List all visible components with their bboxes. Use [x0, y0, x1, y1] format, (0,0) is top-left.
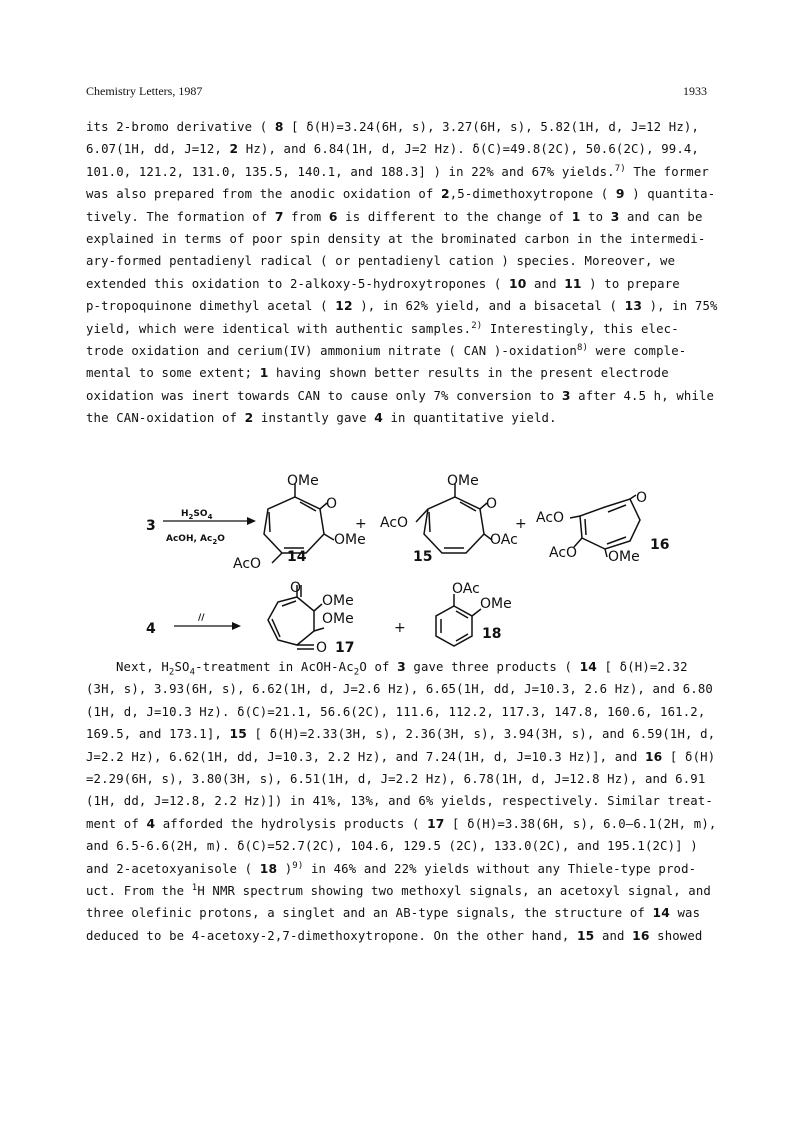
text-line: uct. From the $^1$H NMR spectrum showing two methoxyl signals, an acetoxyl signal, and [86, 882, 711, 898]
text-line: mental to some extent; 1 having shown better results in the present electrode [86, 366, 669, 381]
svg-text:AcO: AcO [233, 556, 262, 572]
compound-18-label: 18 [482, 626, 502, 642]
text-line: tively. The formation of 7 from 6 is different to the change of 1 to 3 and can be [86, 209, 703, 224]
reagent-h2so4: $H_2SO_4$ [181, 509, 213, 521]
compound-15-label: 15 [413, 549, 433, 565]
text-line: J=2.2 Hz), 6.62(1H, dd, J=10.3, 2.2 Hz), and 7.24(1H, d, J=10.3 Hz)], and 16 [ δ(H) [86, 749, 716, 764]
svg-text:OMe: OMe [608, 549, 640, 565]
compound-17-label: 17 [335, 640, 355, 656]
text-line: its 2-bromo derivative ( 8 [ δ(H)=3.24(6H, s), 3.27(6H, s), 5.82(1H, d, J=12 Hz), [86, 120, 699, 134]
paragraph-1 [86, 116, 726, 429]
svg-text:O: O [636, 490, 648, 506]
svg-text:OMe: OMe [322, 611, 354, 627]
text-line: the CAN-oxidation of 2 instantly gave 4 in quantitative yield. [86, 411, 557, 426]
svg-text://: // [198, 613, 205, 623]
structure-14 [264, 484, 334, 563]
svg-text:OAc: OAc [490, 532, 518, 548]
compound-16-label: 16 [650, 537, 670, 553]
svg-text:O: O [316, 640, 328, 656]
structure-16 [570, 495, 640, 557]
journal-header: Chemistry Letters, 1987 [86, 84, 203, 98]
text-line: ment of 4 afforded the hydrolysis products ( 17 [ δ(H)=3.38(6H, s), 6.0–6.1(2H, m), [86, 816, 717, 831]
svg-text:OMe: OMe [322, 593, 354, 609]
text-line: Next, $H_2SO_4$-treatment in AcOH-$Ac_2O$ of 3 gave three products ( 14 [ δ(H)=2.32 [116, 660, 688, 678]
paragraph-2 [86, 656, 726, 947]
text-line: 101.0, 121.2, 131.0, 135.5, 140.1, and 188.3] ) in 22% and 67% yields.$^{7)}$ The former [86, 163, 709, 179]
text-line: was also prepared from the anodic oxidation of 2,5-dimethoxytropone ( 9 ) quantita- [86, 187, 716, 202]
svg-text:O: O [326, 496, 338, 512]
svg-text:OMe: OMe [447, 473, 479, 489]
reaction-arrow-1-head [247, 517, 256, 525]
svg-text:AcO: AcO [536, 510, 565, 526]
text-line: extended this oxidation to 2-alkoxy-5-hydroxytropones ( 10 and 11 ) to prepare [86, 276, 680, 291]
plus-2: + [515, 516, 527, 532]
structure-18 [436, 594, 481, 646]
text-line: and 2-acetoxyanisole ( 18 )$^{9)}$ in 46% and 22% yields without any Thiele-type prod- [86, 860, 697, 876]
svg-text:OMe: OMe [334, 532, 366, 548]
text-line: 169.5, and 173.1], 15 [ δ(H)=2.33(3H, s), 2.36(3H, s), 3.94(3H, s), and 6.59(1H, d, [86, 727, 716, 742]
reagent-acoh-ac2o: AcOH, $Ac_2O$ [166, 534, 225, 546]
text-line: yield, which were identical with authentic samples.$^{2)}$ Interestingly, this elec- [86, 320, 679, 336]
svg-text:O: O [486, 496, 498, 512]
page-number: 1933 [683, 84, 707, 98]
text-line: explained in terms of poor spin density at the brominated carbon in the intermedi- [86, 231, 706, 246]
text-line: =2.29(6H, s), 3.80(3H, s), 6.51(1H, d, J=2.2 Hz), 6.78(1H, d, J=12.8 Hz), and 6.91 [86, 771, 706, 786]
text-line: ary-formed pentadienyl radical ( or pentadienyl cation ) species. Moreover, we [86, 254, 676, 269]
text-line: p-tropoquinone dimethyl acetal ( 12 ), in 62% yield, and a bisacetal ( 13 ), in 75% [86, 299, 718, 314]
structure-15 [416, 484, 492, 553]
svg-text:AcO: AcO [549, 545, 578, 561]
text-line: trode oxidation and cerium(IV) ammonium nitrate ( CAN )-oxidation$^{8)}$ were comple- [86, 342, 687, 358]
svg-text:O: O [290, 580, 302, 596]
text-line: deduced to be 4-acetoxy-2,7-dimethoxytropone. On the other hand, 15 and 16 showed [86, 928, 703, 943]
svg-text:OMe: OMe [480, 596, 512, 612]
text-line: and 6.5-6.6(2H, m). δ(C)=52.7(2C), 104.6, 129.5 (2C), 133.0(2C), and 195.1(2C)] ) [86, 839, 698, 854]
compound-14-label: 14 [287, 549, 307, 565]
text-line: three olefinic protons, a singlet and an AB-type signals, the structure of 14 was [86, 906, 701, 921]
structure-14-ome-top: OMe [287, 473, 319, 489]
compound-4-label: 4 [146, 621, 156, 637]
text-line: 6.07(1H, dd, J=12, 2 Hz), and 6.84(1H, d, J=2 Hz). δ(C)=49.8(2C), 50.6(2C), 99.4, [86, 142, 699, 157]
text-line: (1H, d, J=10.3 Hz). δ(C)=21.1, 56.6(2C), 111.6, 112.2, 117.3, 147.8, 160.6, 161.2, [86, 704, 706, 719]
structure-17 [268, 585, 324, 649]
text-line: oxidation was inert towards CAN to cause only 7% conversion to 3 after 4.5 h, while [86, 388, 715, 403]
svg-text:OAc: OAc [452, 581, 480, 597]
plus-1: + [355, 516, 367, 532]
compound-3-label: 3 [146, 518, 156, 534]
text-line: (1H, dd, J=12.8, 2.2 Hz)]) in 41%, 13%, and 6% yields, respectively. Similar treat- [86, 794, 713, 809]
text-line: (3H, s), 3.93(6H, s), 6.62(1H, d, J=2.6 Hz), 6.65(1H, dd, J=10.3, 2.6 Hz), and 6.80 [86, 682, 713, 697]
plus-3: + [394, 620, 406, 636]
svg-text:AcO: AcO [380, 515, 409, 531]
